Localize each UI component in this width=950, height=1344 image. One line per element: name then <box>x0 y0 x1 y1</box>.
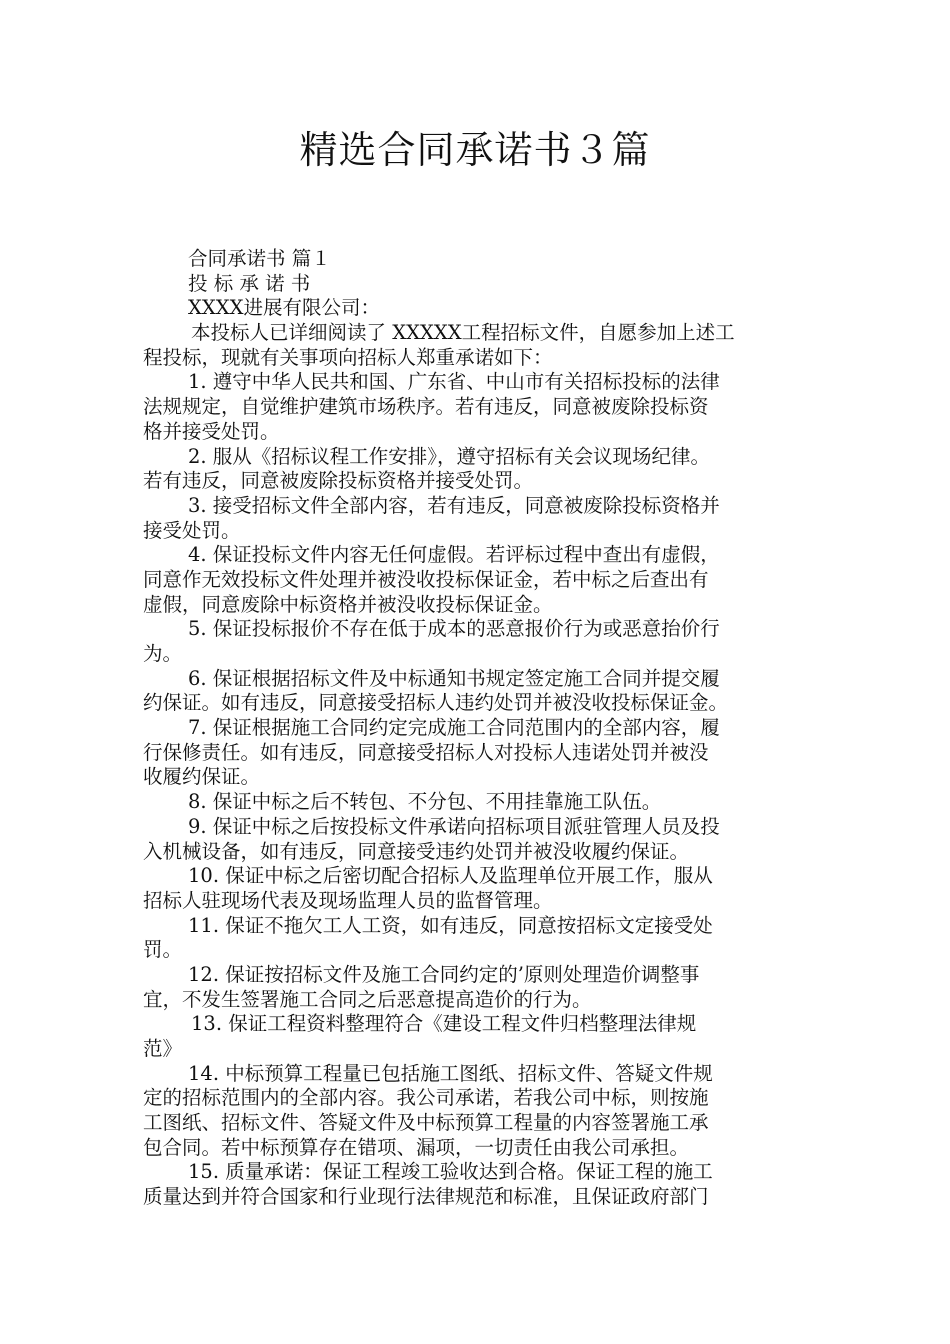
body-line: 10. 保证中标之后密切配合招标人及监理单位开展工作，服从 <box>188 864 713 888</box>
body-line: 4. 保证投标文件内容无任何虚假。若评标过程中查出有虚假， <box>188 543 720 567</box>
body-line: 2. 服从《招标议程工作安排》，遵守招标有关会议现场纪律。 <box>188 444 711 468</box>
body-line: 行保修责任。如有违反，同意接受招标人对投标人违诺处罚并被没 <box>143 740 709 764</box>
body-line: XXXX进展有限公司： <box>188 296 381 320</box>
body-line: 若有违反，同意被废除投标资格并接受处罚。 <box>143 469 534 493</box>
body-line: 6. 保证根据招标文件及中标通知书规定签定施工合同并提交履 <box>188 666 720 690</box>
body-line: 范》 <box>143 1037 183 1060</box>
body-line: 质量达到并符合国家和行业现行法律规范和标准，且保证政府部门 <box>143 1185 709 1209</box>
body-line: 为。 <box>143 642 183 665</box>
body-line: 定的招标范围内的全部内容。我公司承诺，若我公司中标，则按施 <box>143 1086 709 1110</box>
body-line: 15. 质量承诺：保证工程竣工验收达到合格。保证工程的施工 <box>188 1160 713 1184</box>
body-line: 罚。 <box>143 938 183 962</box>
body-line: 入机械设备，如有违反，同意接受违约处罚并被没收履约保证。 <box>143 839 690 863</box>
body-line: 投 标 承 诺 书 <box>188 271 311 295</box>
body-line: 招标人驻现场代表及现场监理人员的监督管理。 <box>143 888 553 912</box>
body-line: 约保证。如有违反，同意接受招标人违约处罚并被没收投标保证金。 <box>143 691 729 715</box>
body-line: 12. 保证按招标文件及施工合同约定的’原则处理造价调整事 <box>188 962 700 986</box>
body-line: 格并接受处罚。 <box>143 419 280 443</box>
body-line: 接受处罚。 <box>143 518 241 542</box>
document-title: 精选合同承诺书３篇 <box>299 128 651 172</box>
body-line: 合同承诺书 篇１ <box>188 247 331 270</box>
body-line: 14. 中标预算工程量已包括施工图纸、招标文件、答疑文件规 <box>188 1061 713 1085</box>
body-line: 7. 保证根据施工合同约定完成施工合同范围内的全部内容，履 <box>188 716 720 740</box>
body-line: 同意作无效投标文件处理并被没收投标保证金，若中标之后查出有 <box>143 567 709 591</box>
body-line: 本投标人已详细阅读了 XXXXX工程招标文件，自愿参加上述工 <box>191 321 735 345</box>
body-line: 11. 保证不拖欠工人工资，如有违反，同意按招标文定接受处 <box>188 913 713 937</box>
body-line: 虚假，同意废除中标资格并被没收投标保证金。 <box>143 592 553 616</box>
body-line: 工图纸、招标文件、答疑文件及中标预算工程量的内容签署施工承 <box>143 1111 709 1135</box>
body-line: 1. 遵守中华人民共和国、广东省、中山市有关招标投标的法律 <box>188 370 720 394</box>
document-body <box>143 247 807 1210</box>
body-line: 收履约保证。 <box>143 765 261 789</box>
body-line: 程投标，现就有关事项向招标人郑重承诺如下： <box>143 345 553 369</box>
body-line: 9. 保证中标之后按投标文件承诺向招标项目派驻管理人员及投 <box>188 814 720 838</box>
body-line: 宜，不发生签署施工合同之后恶意提高造价的行为。 <box>143 987 592 1011</box>
body-line: 3. 接受招标文件全部内容，若有违反，同意被废除投标资格并 <box>188 493 720 517</box>
body-line: 包合同。若中标预算存在错项、漏项，一切责任由我公司承担。 <box>143 1135 690 1159</box>
body-line: 8. 保证中标之后不转包、不分包、不用挂靠施工队伍。 <box>188 790 662 814</box>
body-line: 法规规定，自觉维护建筑市场秩序。若有违反，同意被废除投标资 <box>143 395 709 419</box>
body-line: 5. 保证投标报价不存在低于成本的恶意报价行为或恶意抬价行 <box>188 617 720 641</box>
body-line: 13. 保证工程资料整理符合《建设工程文件归档整理法律规 <box>191 1012 697 1036</box>
